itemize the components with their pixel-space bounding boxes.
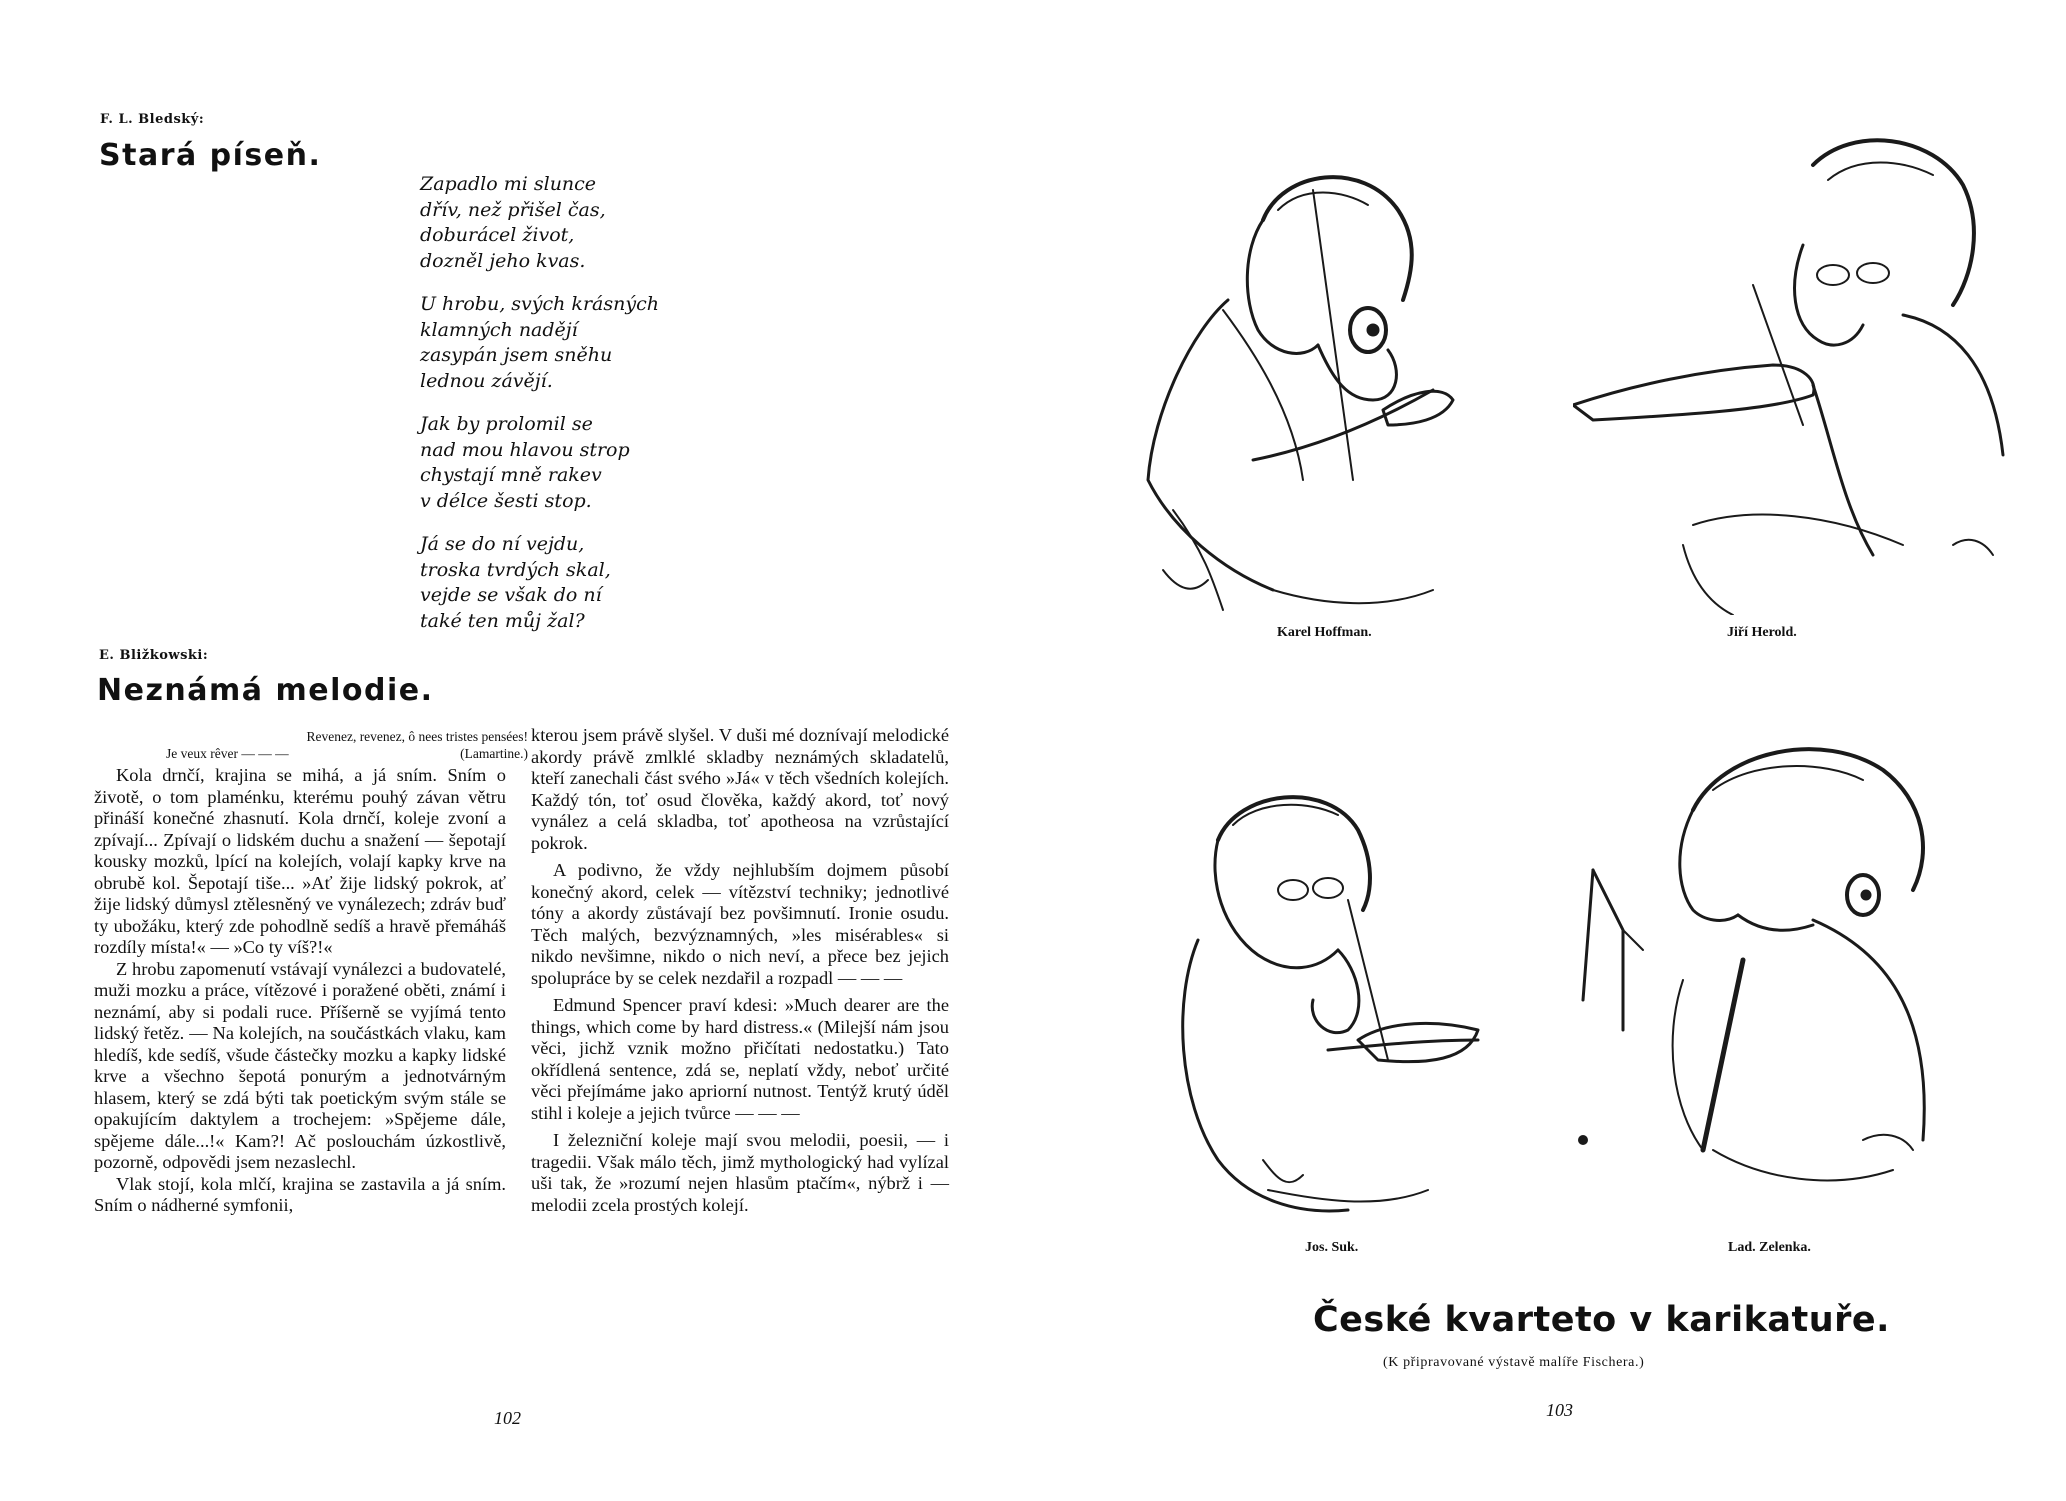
paragraph: Z hrobu zapomenutí vstávají vynálezci a budovatelé, muži mozku a práce, vítězové i poražené oběti, známí i neznámí, aby si podali ruce. Příšerně se vyjímá tento lidský řetěz. — Na kolejích, na součástkách vlaku, kam hledíš, kde sedíš, všude částečky mozku a kapky lidské krve a všechno šepotá ponurým a jednotvárným hlasem, který se zdá býti tak poetickým svým stále se opakujícím daktylem a trochejem: »Spějeme dále, spějeme dále...!« Kam?! Ač poslouchám úzkostlivě, pozorně, odpovědi jsem nezaslechl.	[94, 958, 506, 1172]
caption-lad-zelenka: Lad. Zelenka.	[1728, 1240, 1811, 1255]
paragraph: I železniční koleje mají svou melodii, poesii, — i tragedii. Však málo těch, jimž mythologický had vylízal uši tak, že »rozumí nejen hlasům ptačím«, nýbrž i — melodii zcela prostých kolejí.	[531, 1130, 949, 1215]
epigraph-line-2	[166, 745, 528, 762]
poem-line: v délce šesti stop.	[420, 489, 592, 512]
article-column-right	[531, 725, 949, 1216]
poem-author: F. L. Bledský:	[100, 112, 205, 127]
epigraph-text: Je veux rêver — — —	[166, 746, 289, 761]
section-title: České kvarteto v karikatuře.	[1313, 1300, 1890, 1340]
poem-line: Zapadlo mi slunce	[420, 173, 597, 195]
poem-line: zasypán jsem sněhu	[420, 344, 613, 366]
epigraph	[166, 728, 528, 762]
section-subtitle: (K připravované výstavě malíře Fischera.)	[1383, 1355, 1645, 1370]
poem-stanza	[420, 412, 740, 514]
caricature-lad-zelenka	[1563, 720, 2003, 1220]
paragraph: kterou jsem právě slyšel. V duši mé doznívají melodické akordy právě zmlklé skladby neznámých skladatelů, kteří zanechali část svého »Já« v těch všedních kolejích. Každý tón, toť osud člověka, každý akord, toť nový vynález a celá skladba, toť apotheosa na vzrůstající pokrok.	[531, 725, 949, 853]
article-author: E. Bližkowski:	[99, 648, 209, 663]
caption-jos-suk: Jos. Suk.	[1305, 1240, 1359, 1255]
page-number: 103	[1546, 1400, 1573, 1420]
poem-stanza	[420, 532, 740, 634]
poem-line: nad mou hlavou strop	[420, 438, 630, 461]
poem-stanza	[420, 292, 740, 394]
paragraph: Kola drnčí, krajina se mihá, a já sním. Sním o životě, o tom plaménku, kterému pouhý závan větru přináší konečné zhasnutí. Kola drnčí, koleje zvoní a zpívají... Zpívají o lidském duchu a snažení — šepotají kousky mozků, lpící na kolejích, volají kapky krve na obrubě kol. Šepotají tiše... »Ať žije lidský pokrok, ať žije lidský důmysl ztělesněný ve vynálezech; zdráv buď ty ubožáku, který zde pohodlně sedíš a hravě přemáháš rozdíly místa!« — »Co ty víš?!«	[94, 765, 506, 957]
paragraph: Vlak stojí, kola mlčí, krajina se zastavila a já sním. Sním o nádherné symfonii,	[94, 1173, 506, 1215]
poem-line: Jak by prolomil se	[420, 413, 593, 435]
epigraph-attribution: (Lamartine.)	[460, 746, 528, 761]
article-column-left	[94, 765, 506, 1217]
poem-title: Stará píseň.	[99, 138, 322, 173]
paragraph: A podivno, že vždy nejhlubším dojmem působí konečný akord, celek — vítězství techniky; jednotlivé tóny a akordy zůstávají bez povšimnutí. Ironie osudu. Těch malých, bezvýznamných, »les misérables« si nikdo nevšimne, nikdo o nich neví, a přece bez jejich spolupráce by se celek nezdařil a rozpadl — — —	[531, 860, 949, 988]
caption-karel-hoffman: Karel Hoffman.	[1277, 625, 1372, 640]
poem-line: vejde se však do ní	[420, 584, 602, 606]
paragraph: Edmund Spencer praví kdesi: »Much dearer are the things, which come by hard distress.« (Milejší nám jsou věci, jichž vznik možno přičítati nedostatku.) Tato okřídlená sentence, zdá se, neplatí vždy, neboť určité věci přejímáme jako apriorní nutnost. Tentýž krutý úděl stihl i koleje a jejich tvůrce — — —	[531, 995, 949, 1123]
caption-jiri-herold: Jiří Herold.	[1727, 625, 1797, 640]
right-page	[1033, 0, 2066, 1501]
poem-line: troska tvrdých skal,	[420, 558, 611, 581]
poem-body	[420, 172, 740, 652]
poem-line: klamných nadějí	[420, 318, 578, 341]
poem-line: také ten můj žal?	[420, 609, 585, 632]
epigraph-line: Revenez, revenez, ô nees tristes pensées!	[306, 729, 528, 744]
poem-stanza	[420, 172, 740, 274]
article-title: Neznámá melodie.	[97, 673, 434, 708]
poem-line: chystají mně rakev	[420, 464, 602, 486]
poem-line: doburácel život,	[420, 224, 575, 246]
poem-line: Já se do ní vejdu,	[420, 533, 585, 555]
poem-line: U hrobu, svých krásných	[420, 293, 659, 315]
poem-line: dozněl jeho kvas.	[420, 249, 586, 272]
poem-line: lednou závějí.	[420, 369, 553, 392]
caricature-jiri-herold	[1573, 125, 2013, 615]
caricature-karel-hoffman	[1133, 150, 1463, 620]
page-number: 102	[494, 1408, 521, 1428]
caricature-jos-suk	[1178, 770, 1508, 1230]
poem-line: dřív, než přišel čas,	[420, 198, 606, 221]
